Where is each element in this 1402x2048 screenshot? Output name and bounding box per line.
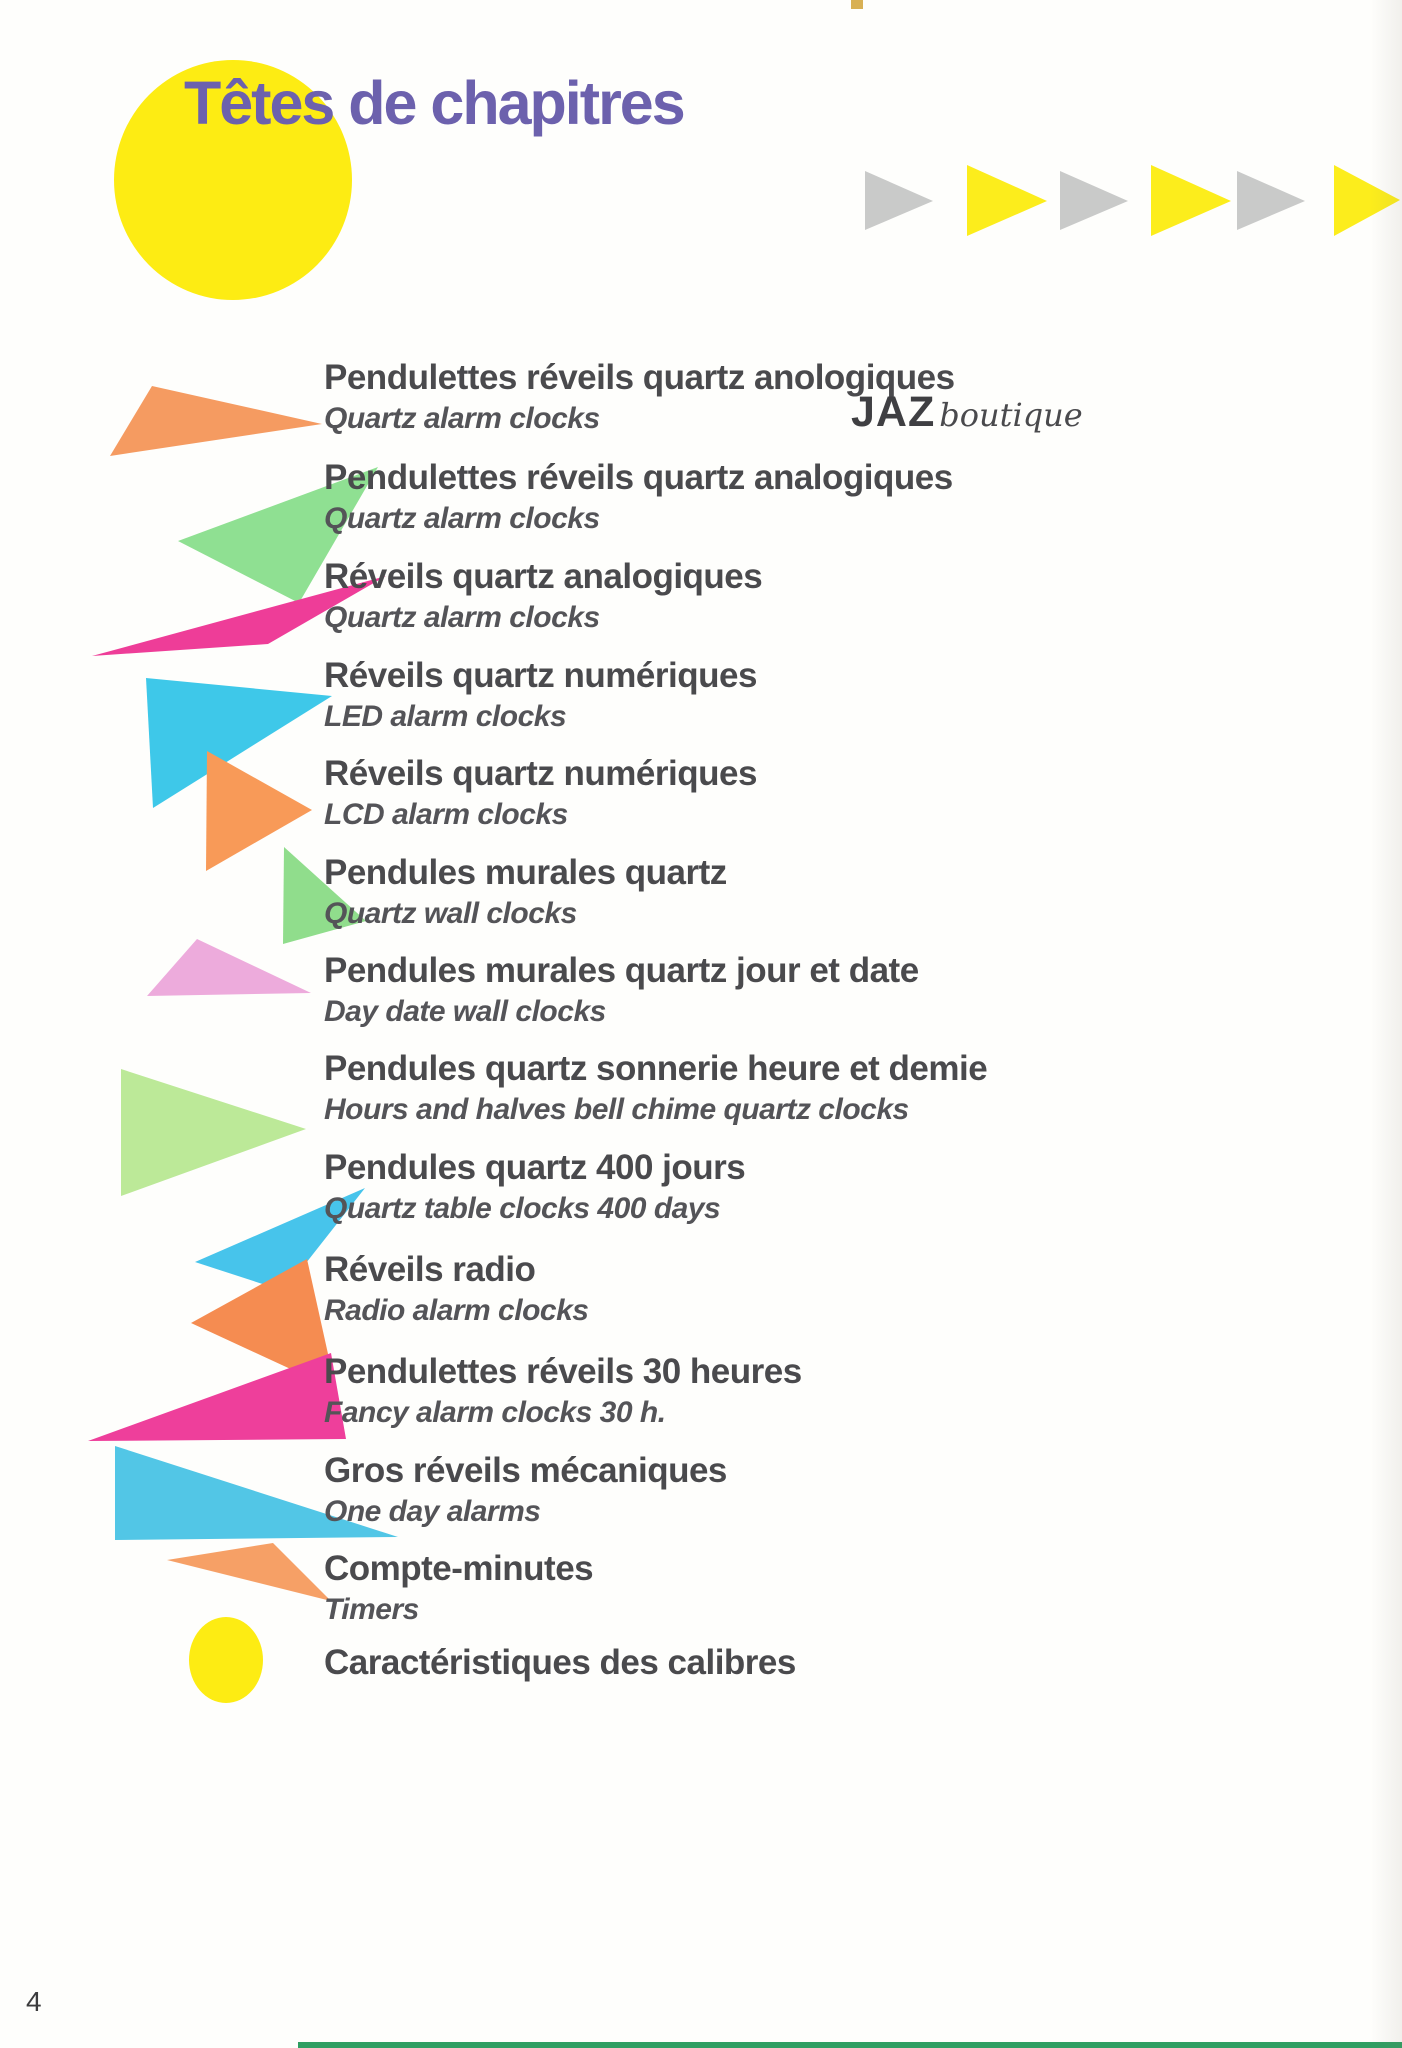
chapter-subtitle: Quartz alarm clocks [324, 402, 600, 435]
chapter-title: Réveils quartz numériques [324, 754, 757, 793]
chapter-subtitle: Quartz wall clocks [324, 897, 577, 930]
chapter-marker-triangle [206, 751, 312, 871]
brand-jaz-wordmark: JAZ [851, 388, 936, 436]
chapter-entry [324, 851, 727, 933]
chapter-marker-circle [189, 1617, 263, 1703]
header-arrow-icon [1237, 171, 1305, 230]
chapter-title: Pendulettes réveils quartz anologiques [324, 358, 955, 397]
chapter-title: Pendules quartz sonnerie heure et demie [324, 1049, 988, 1088]
chapter-title: Gros réveils mécaniques [324, 1451, 727, 1490]
chapter-entry [324, 654, 757, 736]
chapter-entry [324, 1449, 727, 1531]
chapter-title: Compte-minutes [324, 1549, 594, 1588]
chapter-marker-triangle [167, 1543, 331, 1601]
chapter-entry [324, 1350, 802, 1432]
header-arrow-icon [1060, 171, 1128, 230]
header-arrow-icon [967, 165, 1047, 236]
footer-green-bar [298, 2042, 1402, 2048]
chapter-subtitle: Quartz alarm clocks [324, 601, 600, 634]
chapter-title: Pendulettes réveils quartz analogiques [324, 458, 953, 497]
chapter-entry [324, 1146, 745, 1228]
chapter-title: Pendules quartz 400 jours [324, 1148, 746, 1187]
scan-artifact-speck [851, 0, 863, 9]
chapter-title: Pendules murales quartz jour et date [324, 951, 919, 990]
brand-boutique-script: boutique [939, 396, 1083, 434]
header-arrow-icon [1151, 165, 1231, 236]
chapter-entry [324, 456, 953, 538]
chapter-title: Réveils quartz analogiques [324, 557, 763, 596]
chapter-subtitle: Quartz alarm clocks [324, 502, 600, 535]
chapter-subtitle: One day alarms [324, 1495, 541, 1528]
chapter-marker-triangle [88, 1353, 346, 1441]
chapter-marker-triangle [147, 939, 311, 996]
header-arrow-icon [865, 171, 933, 230]
chapter-title: Réveils quartz numériques [324, 656, 757, 695]
chapter-entry [324, 1547, 593, 1629]
chapter-entry [324, 1248, 588, 1330]
chapter-entry [324, 752, 757, 834]
chapter-subtitle: Hours and halves bell chime quartz clocks [324, 1093, 909, 1126]
chapter-subtitle: Timers [324, 1593, 419, 1626]
chapter-subtitle: LED alarm clocks [324, 700, 567, 733]
chapter-title: Caractéristiques des calibres [324, 1643, 796, 1682]
chapter-entry [324, 949, 919, 1031]
chapter-title: Réveils radio [324, 1250, 536, 1289]
chapter-subtitle: Day date wall clocks [324, 995, 606, 1028]
chapter-subtitle: Quartz table clocks 400 days [324, 1192, 721, 1225]
chapter-title: Pendulettes réveils 30 heures [324, 1352, 802, 1391]
chapter-entry [324, 1047, 987, 1129]
header-arrow-icon [1334, 165, 1400, 236]
chapter-title: Pendules murales quartz [324, 853, 727, 892]
chapter-subtitle: Radio alarm clocks [324, 1294, 589, 1327]
chapter-subtitle: LCD alarm clocks [324, 798, 568, 831]
chapter-marker-triangle [110, 386, 322, 456]
page-title: Têtes de chapitres [184, 69, 684, 137]
chapter-entry [324, 555, 762, 637]
chapter-entry [324, 1641, 796, 1685]
page-number: 4 [26, 1986, 42, 2017]
chapter-marker-triangle [121, 1069, 306, 1196]
chapter-entry [324, 356, 955, 438]
chapter-subtitle: Fancy alarm clocks 30 h. [324, 1396, 666, 1429]
